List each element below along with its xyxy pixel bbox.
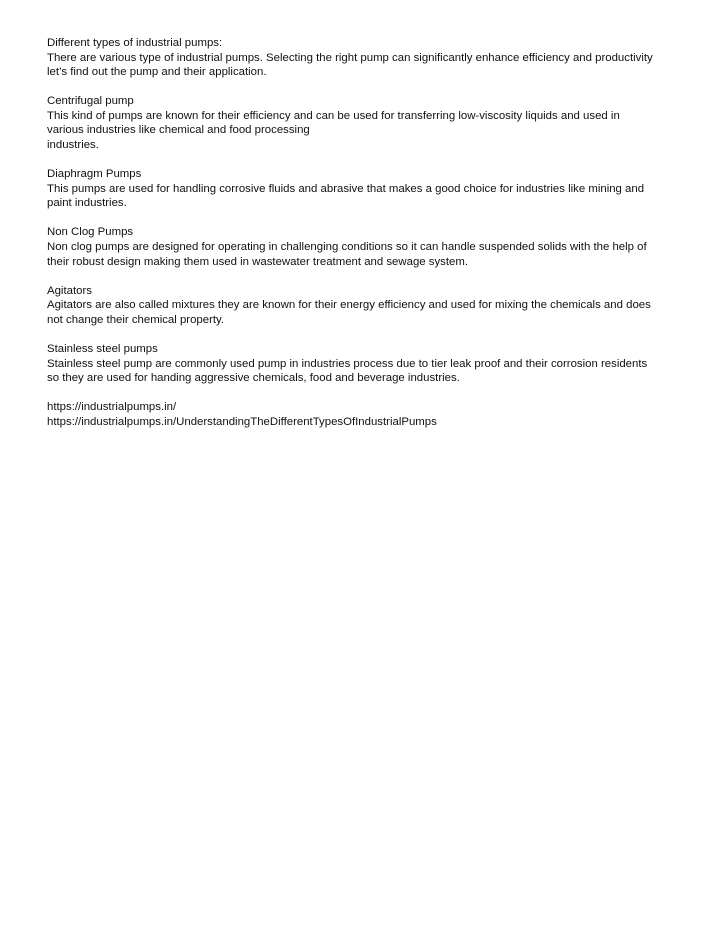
intro-text-line: let’s find out the pump and their application. (47, 66, 267, 79)
section-title: Non Clog Pumps (47, 226, 134, 239)
document-page (47, 36, 673, 444)
section-non-clog-pumps (47, 225, 673, 269)
home-link[interactable]: https://industrialpumps.in/ (47, 401, 177, 414)
section-text-line: This pumps are used for handling corrosive fluids and abrasive that makes a good choice for industries like mining and (47, 182, 645, 195)
section-text-line: Non clog pumps are designed for operating in challenging conditions so it can handle suspended solids with the help of (47, 241, 647, 254)
section-text-line: industries. (47, 139, 99, 152)
section-agitators (47, 284, 673, 328)
section-title: Diaphragm Pumps (47, 168, 142, 181)
intro-block (47, 36, 673, 80)
section-title: Centrifugal pump (47, 95, 134, 108)
section-text-line: so they are used for handing aggressive chemicals, food and beverage industries. (47, 372, 460, 385)
section-title: Agitators (47, 284, 92, 297)
section-title: Stainless steel pumps (47, 343, 158, 355)
article-link[interactable]: https://industrialpumps.in/UnderstandingTheDifferentTypesOfIndustrialPumps (47, 415, 437, 428)
section-text-line: various industries like chemical and food processing (47, 124, 310, 137)
intro-text-line: There are various type of industrial pumps. Selecting the right pump can significantly enhance efficiency and productivity (47, 51, 653, 64)
section-diaphragm-pumps (47, 167, 673, 211)
section-text-line: This kind of pumps are known for their efficiency and can be used for transferring low-viscosity liquids and used in (47, 109, 620, 122)
section-text-line: paint industries. (47, 197, 127, 210)
section-stainless-steel-pumps (47, 342, 673, 386)
section-text-line: not change their chemical property. (47, 313, 225, 326)
section-text-line: their robust design making them used in wastewater treatment and sewage system. (47, 255, 469, 268)
section-text-line: Agitators are also called mixtures they are known for their energy efficiency and used for mixing the chemicals and does (47, 299, 651, 312)
links-block (47, 400, 673, 429)
intro-heading: Different types of industrial pumps: (47, 37, 223, 49)
section-text-line: Stainless steel pump are commonly used pump in industries process due to tier leak proof and their corrosion residents (47, 357, 648, 370)
section-centrifugal-pump (47, 94, 673, 152)
